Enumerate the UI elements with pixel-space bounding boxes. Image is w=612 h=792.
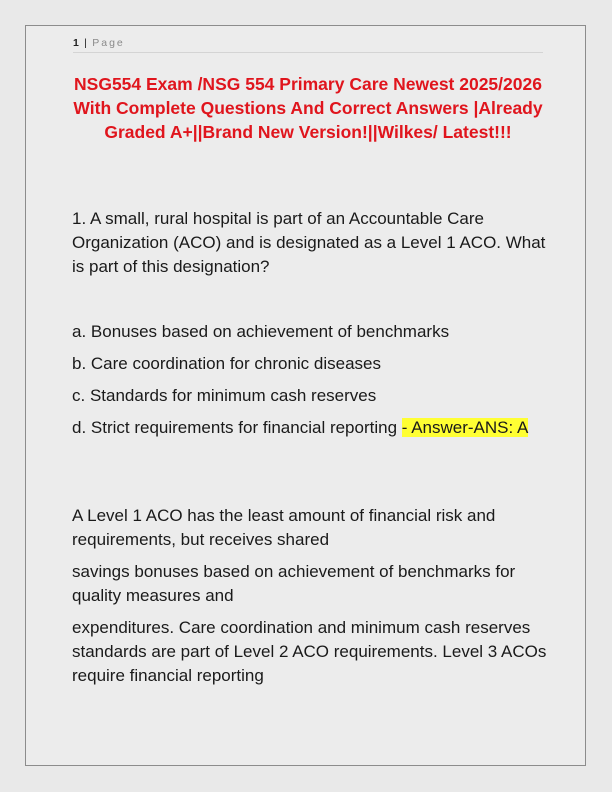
- answer-highlight: - Answer-ANS: A: [401, 418, 529, 437]
- explanation-paragraph-1: A Level 1 ACO has the least amount of financial risk and requirements, but receives shared: [72, 506, 496, 549]
- page-header: [73, 37, 543, 53]
- document-page: [25, 25, 586, 766]
- header-separator: |: [84, 37, 88, 49]
- option-d: [72, 416, 547, 440]
- option-a: a. Bonuses based on achievement of benchmarks: [72, 322, 450, 341]
- question-text: 1. A small, rural hospital is part of an Accountable Care Organization (ACO) and is designated as a Level 1 ACO. What is part of this designation?: [72, 209, 546, 276]
- option-c: c. Standards for minimum cash reserves: [72, 386, 377, 405]
- explanation-paragraph-3: expenditures. Care coordination and minimum cash reserves standards are part of Level 2 ACO requirements. Level 3 ACOs require financial reporting: [72, 618, 547, 685]
- page-number: 1: [73, 37, 80, 49]
- explanation-paragraph-2: savings bonuses based on achievement of benchmarks for quality measures and: [72, 562, 516, 605]
- document-title: NSG554 Exam /NSG 554 Primary Care Newest 2025/2026 With Complete Questions And Correct Answers |Already Graded A+||Brand New Version!||Wilkes/ Latest!!!: [73, 74, 543, 142]
- page-label: Page: [92, 37, 125, 49]
- option-b: b. Care coordination for chronic diseases: [72, 354, 381, 373]
- option-d-text: d. Strict requirements for financial reporting: [72, 418, 402, 437]
